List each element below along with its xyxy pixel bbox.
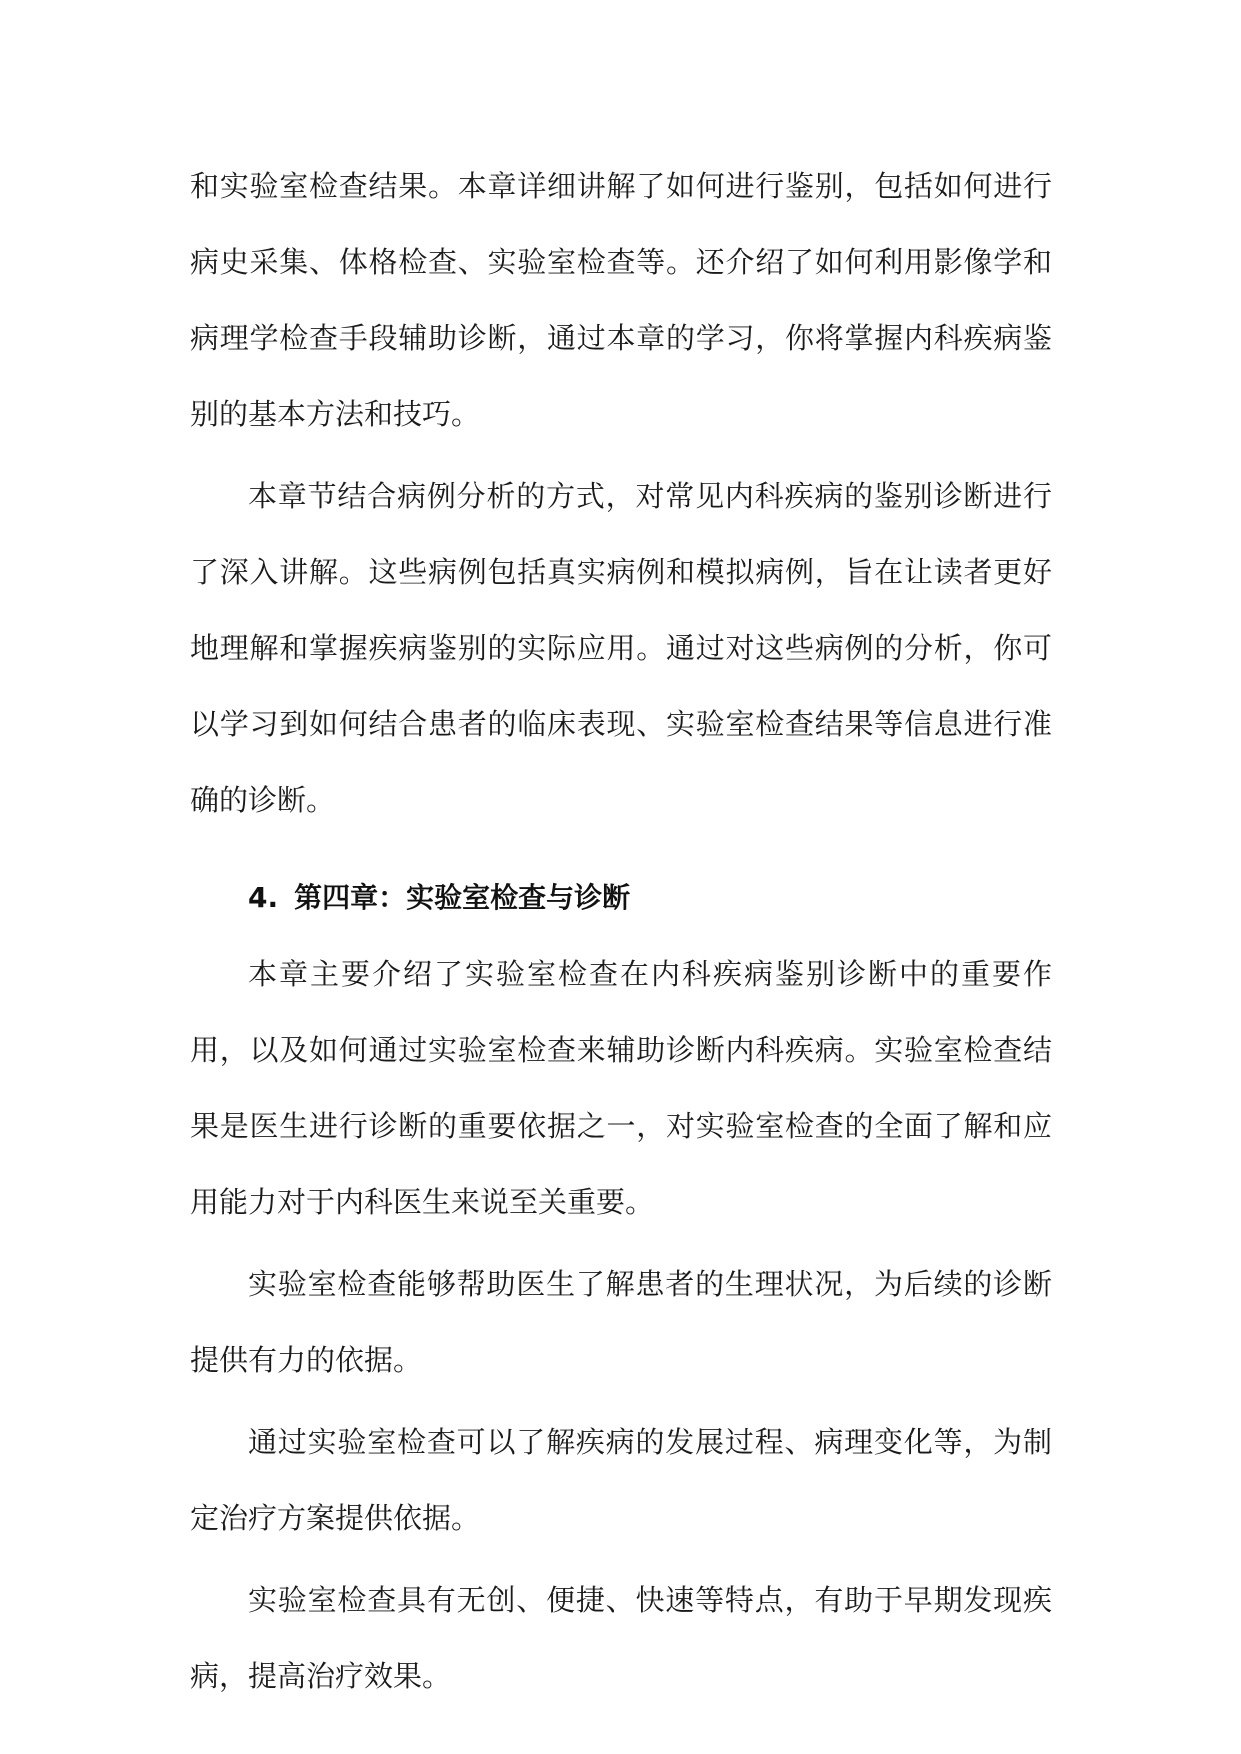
paragraph-point-disease-progress: 通过实验室检查可以了解疾病的发展过程、病理变化等，为制定治疗方案提供依据。 bbox=[190, 1425, 1052, 1535]
section-title: 第四章：实验室检查与诊断 bbox=[294, 881, 631, 914]
section-number: 4. bbox=[248, 881, 279, 914]
paragraph-point-physiology: 实验室检查能够帮助医生了解患者的生理状况，为后续的诊断提供有力的依据。 bbox=[190, 1267, 1052, 1377]
paragraph-chapter-intro: 本章主要介绍了实验室检查在内科疾病鉴别诊断中的重要作用，以及如何通过实验室检查来辅助诊断内科疾病。实验室检查结果是医生进行诊断的重要依据之一，对实验室检查的全面了解和应用能力对于内科医生来说至关重要。 bbox=[190, 957, 1052, 1219]
paragraph-continuation: 和实验室检查结果。本章详细讲解了如何进行鉴别，包括如何进行病史采集、体格检查、实验室检查等。还介绍了如何利用影像学和病理学检查手段辅助诊断，通过本章的学习，你将掌握内科疾病鉴别的基本方法和技巧。 bbox=[190, 169, 1052, 431]
document-body bbox=[190, 148, 1052, 1714]
paragraph-case-analysis: 本章节结合病例分析的方式，对常见内科疾病的鉴别诊断进行了深入讲解。这些病例包括真实病例和模拟病例，旨在让读者更好地理解和掌握疾病鉴别的实际应用。通过对这些病例的分析，你可以学习到如何结合患者的临床表现、实验室检查结果等信息进行准确的诊断。 bbox=[190, 479, 1052, 817]
paragraph-point-advantages: 实验室检查具有无创、便捷、快速等特点，有助于早期发现疾病，提高治疗效果。 bbox=[190, 1583, 1052, 1693]
section-heading bbox=[190, 860, 1052, 936]
